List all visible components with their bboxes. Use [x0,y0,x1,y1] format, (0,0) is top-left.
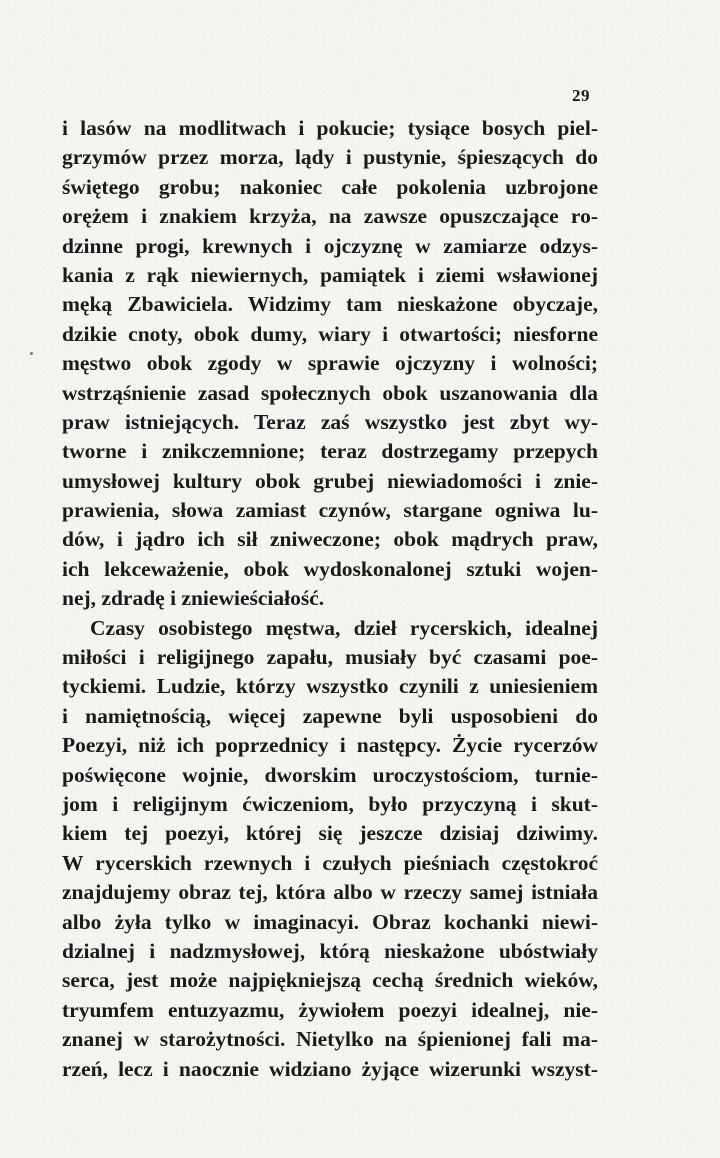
text-line: jom i religijnym ćwiczeniom, było przyczyną i skut- [62,791,598,816]
text-line: W rycerskich rzewnych i czułych pieśniach częstokroć [62,850,598,875]
text-line: tryumfem entuzyazmu, żywiołem poezyi idealnej, nie- [62,997,598,1022]
text-line: i namiętnością, więcej zapewne byli usposobieni do [62,703,598,728]
text-line: orężem i znakiem krzyża, na zawsze opuszczające ro- [62,204,598,229]
text-line: znanej w starożytności. Nietylko na śpienionej fali ma- [62,1027,598,1052]
text-line: prawienia, słowa zamiast czynów, stargane ogniwa lu- [62,498,598,523]
text-line: albo żyła tylko w imaginacyi. Obraz kochanki niewi- [62,909,598,934]
text-line: poświęcone wojnie, dworskim uroczystościom, turnie- [62,762,598,787]
text-line: i lasów na modlitwach i pokucie; tysiące bosych piel- [62,116,598,140]
text-line: dzialnej i nadzmysłowej, którą nieskażone ubóstwiały [62,938,598,963]
text-line: znajdujemy obraz tej, która albo w rzeczy samej istniała [62,880,598,905]
text-line: Poezyi, niż ich poprzednicy i następcy. Życie rycerzów [62,733,598,758]
paragraph-end-line: nej, zdradę i zniewieściałość. [62,586,325,611]
text-line: kiem tej poezyi, której się jeszcze dzisiaj dziwimy. [62,821,598,846]
text-line: dów, i jądro ich sił zniweczone; obok mądrych praw, [62,527,598,552]
text-line: dzikie cnoty, obok dumy, wiary i otwartości; niesforne [62,321,598,346]
text-line: grzymów przez morza, lądy i pustynie, śpieszących do [62,145,598,170]
body-text [62,114,598,1084]
text-line: praw istniejących. Teraz zaś wszystko jest zbyt wy- [62,409,598,434]
text-line: wstrząśnienie zasad społecznych obok uszanowania dla [62,380,598,405]
text-line: kania z rąk niewiernych, pamiątek i ziemi wsławionej [62,262,598,287]
text-line: świętego grobu; nakoniec całe pokolenia uzbrojone [62,174,598,199]
text-line: serca, jest może najpiękniejszą cechą średnich wieków, [62,968,598,993]
text-line: męstwo obok zgody w sprawie ojczyzny i wolności; [62,351,598,376]
print-speck [30,352,33,355]
text-line: rzeń, lecz i naocznie widziano żyjące wizerunki wszyst- [62,1056,598,1081]
text-line: dzinne progi, krewnych i ojczyznę w zamiarze odzys- [62,233,598,258]
text-line: ich lekceważenie, obok wydoskonalonej sztuki wojen- [62,556,598,581]
paragraph-start-line: Czasy osobistego męstwa, dzieł rycerskich, idealnej [90,615,598,640]
text-line: miłości i religijnego zapału, musiały być czasami poe- [62,645,598,670]
text-line: tworne i znikczemnione; teraz dostrzegamy przepych [62,439,598,464]
text-line: umysłowej kultury obok grubej niewiadomości i znie- [62,468,598,493]
page-number: 29 [572,86,590,105]
text-line: męką Zbawiciela. Widzimy tam nieskażone obyczaje, [62,292,598,317]
text-line: tyckiemi. Ludzie, którzy wszystko czynili z uniesieniem [62,674,598,699]
